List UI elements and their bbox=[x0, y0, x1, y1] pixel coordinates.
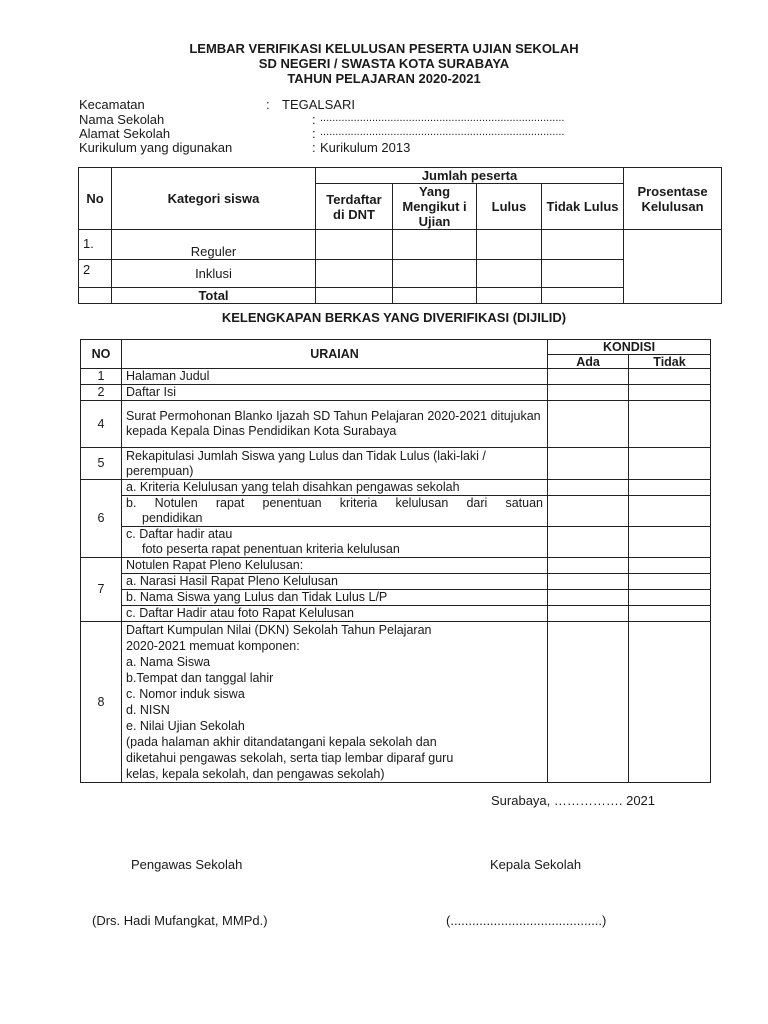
checkbox-ada[interactable] bbox=[548, 448, 629, 480]
table-row bbox=[81, 448, 711, 480]
cell-uraian bbox=[122, 527, 548, 558]
th-kategori: Kategori siswa bbox=[112, 168, 316, 230]
th-tidak-lulus: Tidak Lulus bbox=[542, 184, 624, 230]
checkbox-ada[interactable] bbox=[548, 369, 629, 385]
table-kelulusan bbox=[78, 167, 722, 304]
uraian-line: c. Daftar hadir atau bbox=[126, 527, 233, 541]
table-row bbox=[81, 606, 711, 622]
table-row bbox=[81, 496, 711, 527]
table-row bbox=[79, 230, 722, 260]
uraian-line: b. Notulen rapat penentuan kriteria kelulusan dari satuan bbox=[126, 496, 543, 510]
info-label-kurikulum: Kurikulum yang digunakan bbox=[79, 140, 233, 155]
checkbox-ada[interactable] bbox=[548, 385, 629, 401]
info-label-alamat-sekolah: Alamat Sekolah bbox=[79, 126, 171, 141]
checkbox-ada[interactable] bbox=[548, 606, 629, 622]
checkbox-ada[interactable] bbox=[548, 590, 629, 606]
signature-title-kepala: Kepala Sekolah bbox=[490, 857, 582, 872]
uraian-line: Daftart Kumpulan Nilai (DKN) Sekolah Tahun Pelajaran bbox=[126, 623, 432, 637]
cell-no: 8 bbox=[81, 622, 122, 783]
section-title-kelengkapan: KELENGKAPAN BERKAS YANG DIVERIFIKASI (DIJILID) bbox=[221, 310, 567, 325]
cell-no: 5 bbox=[81, 448, 122, 480]
place-date: Surabaya, ……………. 2021 bbox=[491, 793, 656, 808]
cell-lulus[interactable] bbox=[477, 260, 542, 288]
info-sep-kurikulum: : bbox=[312, 140, 316, 155]
cell-no: 2 bbox=[81, 385, 122, 401]
cell-mengikuti[interactable] bbox=[393, 230, 477, 260]
checkbox-tidak[interactable] bbox=[629, 622, 711, 783]
cell-uraian: b. Nama Siswa yang Lulus dan Tidak Lulus L/P bbox=[122, 590, 548, 606]
th-jumlah-peserta: Jumlah peserta bbox=[316, 168, 624, 184]
checkbox-tidak[interactable] bbox=[629, 574, 711, 590]
cell-no: 6 bbox=[81, 480, 122, 558]
cell-uraian bbox=[122, 622, 548, 783]
checkbox-tidak[interactable] bbox=[629, 480, 711, 496]
th-kondisi: KONDISI bbox=[548, 340, 711, 355]
table-row bbox=[81, 574, 711, 590]
cell-no: 4 bbox=[81, 401, 122, 448]
table-row bbox=[81, 401, 711, 448]
checkbox-ada[interactable] bbox=[548, 401, 629, 448]
cell-no: 7 bbox=[81, 558, 122, 622]
info-value-alamat-sekolah: ................................................................................ bbox=[320, 126, 565, 138]
checkbox-ada[interactable] bbox=[548, 622, 629, 783]
info-sep-kecamatan: : bbox=[266, 97, 270, 112]
cell-uraian: a. Kriteria Kelulusan yang telah disahkan pengawas sekolah bbox=[122, 480, 548, 496]
uraian-line: a. Nama Siswa bbox=[126, 655, 211, 669]
uraian-line: pendidikan bbox=[142, 511, 203, 525]
cell-uraian: Notulen Rapat Pleno Kelulusan: bbox=[122, 558, 548, 574]
table-row bbox=[81, 622, 711, 783]
uraian-line: (pada halaman akhir ditandatangani kepala sekolah dan bbox=[126, 735, 437, 749]
checkbox-ada[interactable] bbox=[548, 496, 629, 527]
checkbox-tidak[interactable] bbox=[629, 606, 711, 622]
title-line-1: LEMBAR VERIFIKASI KELULUSAN PESERTA UJIAN SEKOLAH bbox=[189, 41, 579, 56]
title-line-2: SD NEGERI / SWASTA KOTA SURABAYA bbox=[258, 56, 510, 71]
cell-uraian: Halaman Judul bbox=[122, 369, 548, 385]
th-tidak: Tidak bbox=[629, 355, 711, 369]
checkbox-tidak[interactable] bbox=[629, 385, 711, 401]
th-mengikuti: Yang Mengikut i Ujian bbox=[393, 184, 477, 230]
cell-uraian: a. Narasi Hasil Rapat Pleno Kelulusan bbox=[122, 574, 548, 590]
table-row bbox=[81, 385, 711, 401]
checkbox-tidak[interactable] bbox=[629, 496, 711, 527]
cell-terdaftar[interactable] bbox=[316, 260, 393, 288]
info-value-kurikulum: Kurikulum 2013 bbox=[320, 140, 411, 155]
cell-no: 1. bbox=[79, 230, 112, 260]
checkbox-tidak[interactable] bbox=[629, 369, 711, 385]
cell-total-label: Total bbox=[112, 288, 316, 304]
cell-no: 1 bbox=[81, 369, 122, 385]
cell-uraian: Surat Permohonan Blanko Ijazah SD Tahun Pelajaran 2020-2021 ditujukan kepada Kepala Dinas Pendidikan Kota Surabaya bbox=[122, 401, 548, 448]
cell-uraian bbox=[122, 496, 548, 527]
cell-terdaftar[interactable] bbox=[316, 230, 393, 260]
table-row bbox=[81, 369, 711, 385]
info-value-kecamatan: TEGALSARI bbox=[282, 97, 355, 112]
info-sep-alamat-sekolah: : bbox=[312, 126, 316, 141]
info-value-nama-sekolah: ................................................................................ bbox=[320, 112, 565, 124]
cell-kategori: Inklusi bbox=[112, 260, 316, 288]
cell-tidak-lulus[interactable] bbox=[542, 260, 624, 288]
cell-tidak-lulus[interactable] bbox=[542, 230, 624, 260]
th-prosentase: Prosentase Kelulusan bbox=[624, 168, 722, 230]
uraian-line: e. Nilai Ujian Sekolah bbox=[126, 719, 245, 733]
cell-no bbox=[79, 288, 112, 304]
checkbox-tidak[interactable] bbox=[629, 401, 711, 448]
cell-uraian: Rekapitulasi Jumlah Siswa yang Lulus dan Tidak Lulus (laki-laki / perempuan) bbox=[122, 448, 548, 480]
cell-lulus[interactable] bbox=[477, 230, 542, 260]
uraian-line: kelas, kepala sekolah, dan pengawas sekolah) bbox=[126, 767, 385, 781]
cell-prosentase[interactable] bbox=[624, 230, 722, 304]
uraian-line: d. NISN bbox=[126, 703, 170, 717]
table-row bbox=[81, 480, 711, 496]
info-label-nama-sekolah: Nama Sekolah bbox=[79, 112, 165, 127]
uraian-line: c. Nomor induk siswa bbox=[126, 687, 245, 701]
table-kelengkapan bbox=[80, 339, 711, 783]
uraian-line: b.Tempat dan tanggal lahir bbox=[126, 671, 274, 685]
th-no: NO bbox=[81, 340, 122, 369]
cell-kategori: Reguler bbox=[112, 230, 316, 260]
uraian-line: 2020-2021 memuat komponen: bbox=[126, 639, 300, 653]
cell-mengikuti[interactable] bbox=[393, 260, 477, 288]
cell-no: 2 bbox=[79, 260, 112, 288]
checkbox-ada[interactable] bbox=[548, 527, 629, 558]
table-row bbox=[81, 590, 711, 606]
cell-mengikuti[interactable] bbox=[393, 288, 477, 304]
signature-title-pengawas: Pengawas Sekolah bbox=[131, 857, 243, 872]
info-sep-nama-sekolah: : bbox=[312, 112, 316, 127]
checkbox-ada[interactable] bbox=[548, 480, 629, 496]
signature-name-pengawas: (Drs. Hadi Mufangkat, MMPd.) bbox=[92, 913, 268, 928]
table-row bbox=[81, 527, 711, 558]
cell-uraian: Daftar Isi bbox=[122, 385, 548, 401]
checkbox-tidak[interactable] bbox=[629, 590, 711, 606]
checkbox-tidak[interactable] bbox=[629, 558, 711, 574]
signature-name-kepala: (..........................................) bbox=[446, 913, 607, 928]
info-label-kecamatan: Kecamatan bbox=[79, 97, 145, 112]
title-line-3: TAHUN PELAJARAN 2020-2021 bbox=[287, 71, 481, 86]
cell-terdaftar[interactable] bbox=[316, 288, 393, 304]
cell-tidak-lulus[interactable] bbox=[542, 288, 624, 304]
uraian-line: foto peserta rapat penentuan kriteria kelulusan bbox=[142, 542, 400, 556]
checkbox-ada[interactable] bbox=[548, 558, 629, 574]
th-terdaftar: Terdaftar di DNT bbox=[316, 184, 393, 230]
th-ada: Ada bbox=[548, 355, 629, 369]
table-row bbox=[81, 558, 711, 574]
cell-uraian: c. Daftar Hadir atau foto Rapat Kelulusan bbox=[122, 606, 548, 622]
th-no: No bbox=[79, 168, 112, 230]
cell-lulus[interactable] bbox=[477, 288, 542, 304]
th-lulus: Lulus bbox=[477, 184, 542, 230]
th-uraian: URAIAN bbox=[122, 340, 548, 369]
checkbox-tidak[interactable] bbox=[629, 527, 711, 558]
checkbox-tidak[interactable] bbox=[629, 448, 711, 480]
uraian-line: diketahui pengawas sekolah, serta tiap lembar diparaf guru bbox=[126, 751, 454, 765]
checkbox-ada[interactable] bbox=[548, 574, 629, 590]
